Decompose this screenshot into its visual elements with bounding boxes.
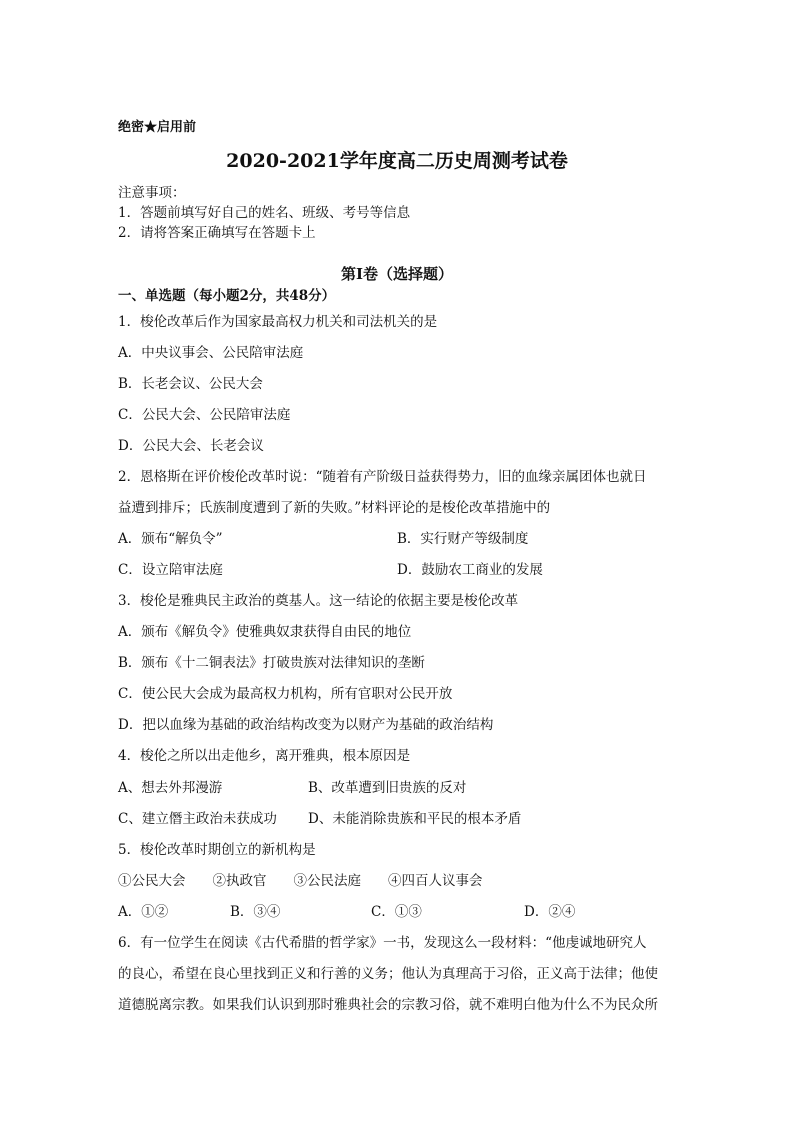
question-1-option-c: C．公民大会、公民陪审法庭 <box>118 407 291 423</box>
question-3-option-d: D．把以血缘为基础的政治结构改变为以财产为基础的政治结构 <box>118 717 494 733</box>
question-3-stem: 3．梭伦是雅典民主政治的奠基人。这一结论的依据主要是梭伦改革 <box>118 593 519 609</box>
question-4-option-c: C、建立僭主政治未获成功 <box>118 811 277 827</box>
question-1-option-b: B．长老会议、公民大会 <box>118 376 263 392</box>
question-1-stem: 1．梭伦改革后作为国家最高权力机关和司法机关的是 <box>118 314 438 330</box>
question-4-stem: 4．梭伦之所以出走他乡，离开雅典，根本原因是 <box>118 748 411 764</box>
question-5-option-a: A．①② <box>118 904 169 920</box>
question-3-option-c: C．使公民大会成为最高权力机构，所有官职对公民开放 <box>118 686 453 702</box>
question-5-stem: 5．梭伦改革时期创立的新机构是 <box>118 842 316 858</box>
note-item-1: 1．答题前填写好自己的姓名、班级、考号等信息 <box>118 205 411 221</box>
question-5-option-c: C．①③ <box>371 904 422 920</box>
question-6-stem-line-3: 道德脱离宗教。如果我们认识到那时雅典社会的宗教习俗，就不难明白他为什么不为民众所 <box>118 997 658 1013</box>
confidential-label: 绝密★启用前 <box>118 120 197 135</box>
question-6-stem-line-2: 的良心，希望在良心里找到正义和行善的义务；他认为真理高于习俗，正义高于法律；他使 <box>118 966 658 982</box>
exam-title: 2020-2021学年度高二历史周测考试卷 <box>226 150 568 172</box>
question-5-option-d: D．②④ <box>524 904 576 920</box>
notes-heading: 注意事项： <box>118 185 186 201</box>
question-1-option-a: A．中央议事会、公民陪审法庭 <box>118 345 304 361</box>
question-4-option-b: B、改革遭到旧贵族的反对 <box>308 780 467 796</box>
question-4-option-a: A、想去外邦漫游 <box>118 780 223 796</box>
question-5-items: ①公民大会 ②执政官 ③公民法庭 ④四百人议事会 <box>118 873 483 889</box>
question-2-option-b: B．实行财产等级制度 <box>397 531 529 547</box>
question-3-option-a: A．颁布《解负令》使雅典奴隶获得自由民的地位 <box>118 624 412 640</box>
question-2-option-c: C．设立陪审法庭 <box>118 562 223 578</box>
note-item-2: 2．请将答案正确填写在答题卡上 <box>118 225 316 241</box>
question-5-option-b: B．③④ <box>230 904 281 920</box>
question-2-stem-line-1: 2．恩格斯在评价梭伦改革时说：“随着有产阶级日益获得势力，旧的血缘亲属团体也就日 <box>118 469 647 485</box>
question-2-stem-line-2: 益遭到排斥；氏族制度遭到了新的失败。”材料评论的是梭伦改革措施中的 <box>118 500 551 516</box>
part-heading: 一、单选题（每小题2分，共48分） <box>118 288 336 304</box>
question-1-option-d: D．公民大会、长老会议 <box>118 438 264 454</box>
section-title: 第I卷（选择题） <box>340 265 454 283</box>
question-3-option-b: B．颁布《十二铜表法》打破贵族对法律知识的垄断 <box>118 655 425 671</box>
question-6-stem-line-1: 6．有一位学生在阅读《古代希腊的哲学家》一书，发现这么一段材料：“他虔诚地研究人 <box>118 935 647 951</box>
question-4-option-d: D、未能消除贵族和平民的根本矛盾 <box>308 811 522 827</box>
question-2-option-d: D．鼓励农工商业的发展 <box>397 562 543 578</box>
question-2-option-a: A．颁布“解负令” <box>118 531 223 547</box>
